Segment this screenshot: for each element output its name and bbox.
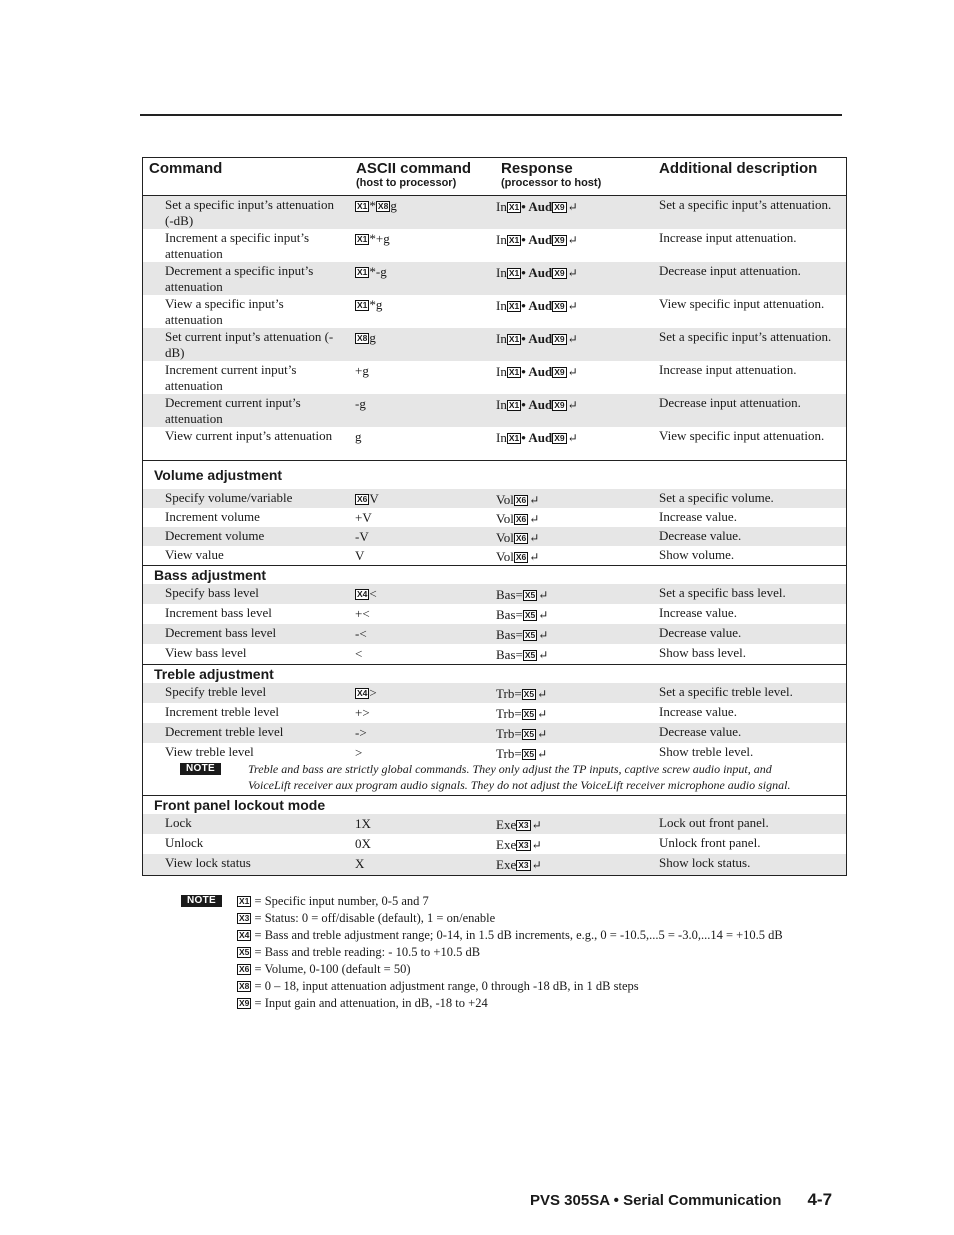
table-row [143,743,846,761]
response [496,511,539,528]
variable-box: X8 [357,333,368,343]
command-table [142,157,847,876]
variable-box: X1 [508,235,520,245]
variable-box: X1 [239,896,250,906]
variable-box: X4 [357,589,368,599]
table-row [143,546,846,565]
ascii-text: +g [375,231,390,246]
legend-text: = Input gain and attenuation, in dB, -18 to +24 [251,996,488,1010]
table-row [143,834,846,854]
legend-text: = Status: 0 = off/disable (default), 1 = on/enable [251,911,496,925]
variable-box: X5 [523,689,535,699]
description: Show bass level. [659,645,747,660]
ascii-command: g [355,429,362,444]
response [496,587,548,604]
response [496,726,547,743]
legend-text: = Specific input number, 0-5 and 7 [251,894,429,908]
response-text: • Aud [521,199,553,214]
variable-box: X1 [357,267,368,277]
variable-box: X5 [523,749,535,759]
command-name: Decrement bass level [165,625,277,640]
response [496,647,548,664]
variable-box: X1 [357,201,368,211]
ascii-command: +g [355,363,369,378]
variable-box: X5 [524,630,536,640]
table-note-text [248,761,828,793]
ascii-text: V [369,491,379,506]
command-name: View current input’s attenuation [165,428,333,443]
variable-box: X4 [357,688,368,698]
ascii-command [355,297,382,313]
enter-icon: ↵ [567,266,578,280]
ascii-command: +> [355,705,370,720]
enter-icon: ↵ [529,493,540,507]
variable-box: X1 [508,367,520,377]
description: Set a specific input’s attenuation. [659,329,832,344]
variable-box: X1 [508,301,520,311]
note-badge: NOTE [180,763,221,775]
description: Decrease value. [659,724,742,739]
description: Decrease value. [659,528,742,543]
table-row [143,508,846,527]
command-name: Increment volume [165,509,260,524]
variable-box: X1 [508,400,520,410]
response-text: Trb= [496,686,522,701]
section-title-lockout: Front panel lockout mode [154,797,326,813]
page-number: 4-7 [807,1190,833,1209]
variable-box: X6 [239,964,250,974]
response [496,364,578,381]
variable-box: X3 [239,913,250,923]
table-row [143,394,846,427]
variable-box: X1 [357,234,368,244]
header-command: Command [149,160,223,177]
response [496,199,578,216]
variable-box: X6 [515,514,527,524]
top-rule [140,114,842,116]
response-text: Trb= [496,706,522,721]
legend-item [237,893,877,910]
command-name: Unlock [165,835,204,850]
response-text: In [496,232,507,247]
command-name: Increment a specific input’s attenuation [165,230,310,261]
ascii-command: -V [355,529,369,544]
variable-box: X9 [554,202,565,212]
ascii-command [355,586,377,602]
ascii-text: > [369,685,377,700]
enter-icon: ↵ [567,398,578,412]
variable-box: X9 [554,433,565,443]
response-text: Trb= [496,726,522,741]
variable-box: X1 [508,433,520,443]
variable-box: X6 [515,552,527,562]
header-ascii-sub: (host to processor) [356,177,457,189]
command-name: View value [165,547,224,562]
variable-box: X1 [508,202,520,212]
enter-icon: ↵ [567,431,578,445]
response-text: In [496,397,507,412]
response-text: Exe [496,837,517,852]
header-response [501,160,601,190]
description: Set a specific input’s attenuation. [659,197,832,212]
header-ascii-label: ASCII command [356,160,472,177]
enter-icon: ↵ [567,365,578,379]
enter-icon: ↵ [531,858,542,872]
ascii-command [355,330,376,346]
ascii-command: X [355,856,365,871]
ascii-text: -g [375,264,387,279]
variable-box: X5 [524,610,536,620]
enter-icon: ↵ [567,332,578,346]
table-header [143,158,846,196]
ascii-command [355,231,390,247]
response-text: In [496,265,507,280]
table-note-line: Treble and bass are strictly global commands. They only adjust the TP inputs, captive screw audio input, and [248,762,772,776]
variable-box: X5 [239,947,250,957]
response [496,265,578,282]
section-title-bass: Bass adjustment [154,567,267,583]
command-name: View bass level [165,645,247,660]
description: Set a specific volume. [659,490,774,505]
response-text: • Aud [521,430,553,445]
enter-icon: ↵ [567,200,578,214]
variable-box: X3 [518,860,529,870]
ascii-command: V [355,548,365,563]
header-ascii [356,160,471,190]
variable-box: X6 [515,495,527,505]
response [496,817,542,834]
response-text: • Aud [521,364,553,379]
description: Decrease input attenuation. [659,395,801,410]
enter-icon: ↵ [538,588,549,602]
section-title-treble: Treble adjustment [154,666,274,682]
ascii-command [355,264,387,280]
page-footer [530,1190,832,1210]
enter-icon: ↵ [537,687,548,701]
variable-box: X1 [357,300,368,310]
ascii-command [355,685,377,701]
description: Increase input attenuation. [659,230,797,245]
ascii-text: g [375,297,383,312]
response [496,686,547,703]
table-row [143,644,846,664]
table-row [143,854,846,875]
command-name: Decrement treble level [165,724,284,739]
table-row [143,584,846,604]
response [496,627,548,644]
variable-box: X3 [518,820,529,830]
response-text: Bas= [496,587,523,602]
legend-list [237,893,877,1012]
header-response-sub: (processor to host) [501,177,602,189]
variable-box: X9 [239,998,250,1008]
response-text: In [496,298,507,313]
variable-box: X1 [508,334,520,344]
ascii-command: +V [355,510,372,525]
variable-box: X9 [554,301,565,311]
response [496,331,578,348]
ascii-text: < [369,586,377,601]
command-name: Increment treble level [165,704,280,719]
ascii-command: +< [355,606,370,621]
section-title-volume: Volume adjustment [154,467,283,483]
footer-title: PVS 305SA • Serial Communication [530,1192,782,1209]
table-row [143,814,846,834]
response-text: In [496,364,507,379]
description: Show volume. [659,547,735,562]
response-text: In [496,430,507,445]
command-name: Set a specific input’s attenuation (-dB) [165,197,334,228]
table-row [143,196,846,229]
enter-icon: ↵ [531,818,542,832]
legend-text: = 0 – 18, input attenuation adjustment range, 0 through -18 dB, in 1 dB steps [251,979,639,993]
legend-text: = Bass and treble adjustment range; 0-14, in 1.5 dB increments, e.g., 0 = -10.5,...5 = -3.0,...14 = +10.5 dB [251,928,783,942]
variable-box: X9 [554,268,565,278]
variable-box: X4 [239,930,250,940]
variable-box: X9 [554,334,565,344]
response-text: • Aud [521,232,553,247]
table-row [143,328,846,361]
response-text: Vol [496,530,514,545]
response-text: • Aud [521,397,553,412]
ascii-command [355,491,379,507]
response [496,530,539,547]
description: Lock out front panel. [659,815,769,830]
ascii-command: -< [355,626,367,641]
response-text: • Aud [521,331,553,346]
response [496,706,547,723]
table-row [143,683,846,703]
description: Show lock status. [659,855,751,870]
variable-box: X5 [523,709,535,719]
response-text: Bas= [496,647,523,662]
description: Increase value. [659,704,737,719]
response-text: Vol [496,549,514,564]
description: View specific input attenuation. [659,296,825,311]
response-text: Trb= [496,746,522,761]
response [496,232,578,249]
response-text: • Aud [521,298,553,313]
variable-box: X9 [554,235,565,245]
variable-box: X5 [524,650,536,660]
variable-box: X6 [515,533,527,543]
legend-item [237,995,877,1012]
variable-box: X3 [518,840,529,850]
command-name: View lock status [165,855,251,870]
description: Decrease input attenuation. [659,263,801,278]
variable-box: X5 [524,590,536,600]
response [496,837,542,854]
ascii-command: -> [355,725,367,740]
enter-icon: ↵ [538,648,549,662]
enter-icon: ↵ [537,727,548,741]
ascii-command: > [355,745,363,760]
enter-icon: ↵ [567,233,578,247]
command-name: Decrement current input’s attenuation [165,395,301,426]
response-text: Exe [496,857,517,872]
ascii-command: 0X [355,836,371,851]
command-name: Decrement volume [165,528,265,543]
variable-box: X8 [239,981,250,991]
table-row [143,624,846,644]
enter-icon: ↵ [567,299,578,313]
legend-item [237,927,877,944]
description: Unlock front panel. [659,835,761,850]
legend-item [237,978,877,995]
response [496,298,578,315]
variable-box: X9 [554,400,565,410]
command-name: Lock [165,815,192,830]
description: Set a specific bass level. [659,585,786,600]
table-row [143,703,846,723]
table-row [143,361,846,394]
response [496,857,542,874]
response [496,607,548,624]
enter-icon: ↵ [529,512,540,526]
table-note-line: VoiceLift receiver aux program audio signals. They do not adjust the VoiceLift receiver microphone audio signal. [248,778,791,792]
enter-icon: ↵ [538,608,549,622]
command-name: Decrement a specific input’s attenuation [165,263,314,294]
response-text: Exe [496,817,517,832]
command-name: View a specific input’s attenuation [165,296,284,327]
header-description: Additional description [659,160,818,177]
ascii-command: < [355,646,363,661]
response [496,549,539,566]
variable-box: X6 [357,494,368,504]
ascii-text: * [369,264,376,279]
ascii-text: g [390,198,397,213]
table-row [143,489,846,508]
ascii-text: g [369,330,376,345]
response [496,492,539,509]
command-name: Set current input’s attenuation (-dB) [165,329,334,360]
legend-item [237,944,877,961]
table-row [143,723,846,743]
command-name: Specify volume/variable [165,490,293,505]
table-row [143,427,846,460]
table-row [143,604,846,624]
response-text: • Aud [521,265,553,280]
description: Set a specific treble level. [659,684,793,699]
command-name: Increment bass level [165,605,272,620]
table-row [143,295,846,328]
note-badge: NOTE [181,895,222,907]
table-row [143,229,846,262]
table-note [143,761,846,795]
response-text: Bas= [496,607,523,622]
enter-icon: ↵ [529,531,540,545]
enter-icon: ↵ [538,628,549,642]
command-name: View treble level [165,744,254,759]
description: Show treble level. [659,744,754,759]
command-name: Specify bass level [165,585,259,600]
description: Increase value. [659,605,737,620]
variable-box: X5 [523,729,535,739]
description: Decrease value. [659,625,742,640]
table-row [143,262,846,295]
header-response-label: Response [501,160,573,177]
enter-icon: ↵ [529,550,540,564]
enter-icon: ↵ [537,707,548,721]
ascii-text: * [369,297,376,312]
variable-box: X9 [554,367,565,377]
legend-text: = Volume, 0-100 (default = 50) [251,962,411,976]
description: View specific input attenuation. [659,428,825,443]
ascii-text: * [369,198,376,213]
ascii-text: * [369,231,376,246]
response [496,430,578,447]
ascii-command: -g [355,396,366,411]
description: Increase value. [659,509,737,524]
response [496,397,578,414]
ascii-command: 1X [355,816,371,831]
command-name: Specify treble level [165,684,267,699]
response-text: Bas= [496,627,523,642]
description: Increase input attenuation. [659,362,797,377]
table-row [143,527,846,546]
variable-box: X1 [508,268,520,278]
ascii-command [355,198,397,214]
enter-icon: ↵ [531,838,542,852]
enter-icon: ↵ [537,747,548,761]
response-text: Vol [496,492,514,507]
command-name: Increment current input’s attenuation [165,362,297,393]
response-text: Vol [496,511,514,526]
legend-text: = Bass and treble reading: - 10.5 to +10.5 dB [251,945,481,959]
response-text: In [496,331,507,346]
variable-box: X8 [377,201,389,211]
response-text: In [496,199,507,214]
legend-item [237,961,877,978]
legend-item [237,910,877,927]
